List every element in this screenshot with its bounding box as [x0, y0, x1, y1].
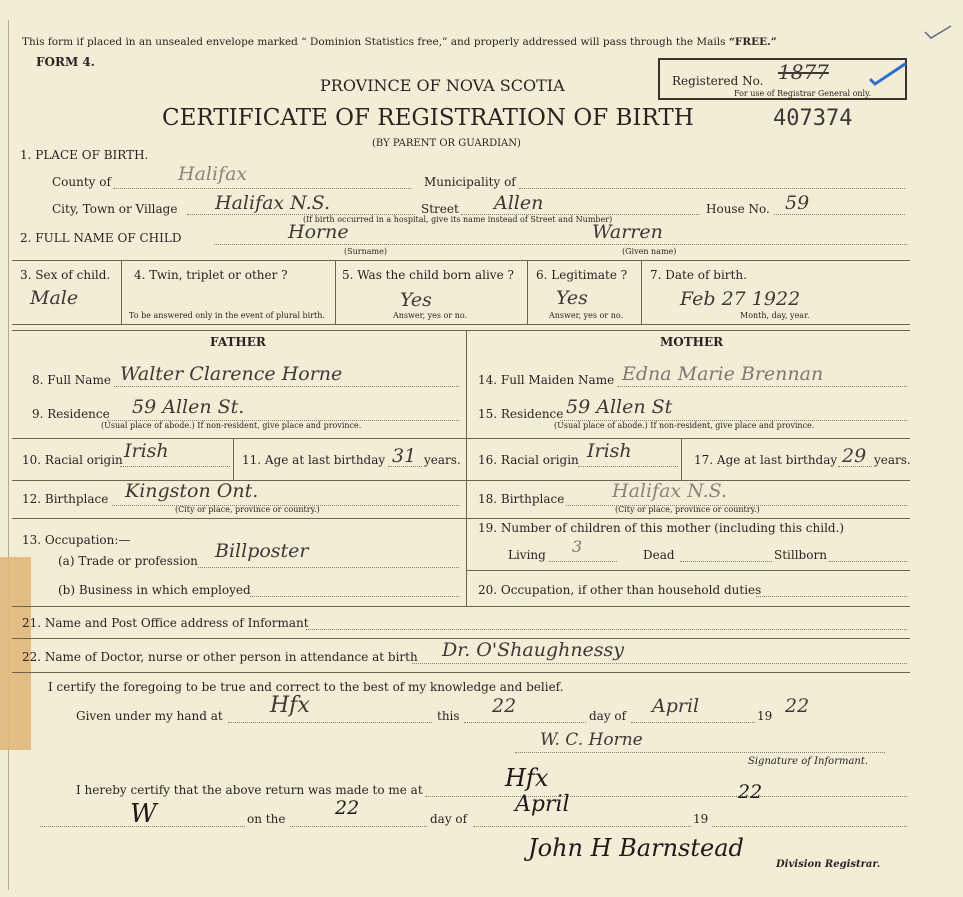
surname-caption: (Surname) [344, 247, 387, 256]
doctor-rule [12, 672, 910, 673]
father-age-label: 11. Age at last birthday [242, 453, 386, 467]
mother-rule-1 [466, 438, 910, 439]
mother-age-value: 29 [842, 445, 867, 467]
mother-birthplace-note: (City or place, province or country.) [615, 505, 760, 514]
registrar-year-prefix: 19 [693, 812, 709, 826]
father-name-label: 8. Full Name [32, 373, 111, 387]
mother-racial-label: 16. Racial origin [478, 453, 579, 467]
county-label: County of [52, 175, 111, 189]
mother-living-label: Living [508, 548, 546, 562]
mother-stillborn-line [829, 561, 907, 562]
child-surname: Horne [288, 221, 349, 243]
registrar-statement: I hereby certify that the above return was made to me at [76, 783, 423, 797]
alive-label: 5. Was the child born alive ? [342, 268, 514, 282]
mailing-notice-free: “FREE.” [728, 36, 777, 48]
given-under-label: Given under my hand at [76, 709, 223, 723]
registrar-year-value: 22 [738, 781, 763, 803]
day-line [464, 722, 586, 723]
child-name-label: 2. FULL NAME OF CHILD [20, 231, 182, 245]
mother-heading: MOTHER [660, 335, 724, 349]
mother-age-divider [681, 438, 682, 480]
municipality-label: Municipality of [424, 175, 516, 189]
city-value: Halifax N.S. [215, 192, 330, 214]
row3-divider-1 [121, 260, 122, 324]
registrar-day-value: 22 [335, 797, 360, 819]
mother-children-label: 19. Number of children of this mother (including this child.) [478, 521, 845, 535]
mother-name-label: 14. Full Maiden Name [478, 373, 615, 387]
father-years-label: years. [424, 453, 461, 467]
given-place-line [228, 722, 432, 723]
birth-date-note: Month, day, year. [740, 311, 810, 320]
registrar-day-of-label: day of [430, 812, 468, 826]
house-label: House No. [706, 202, 770, 216]
street-label: Street [421, 202, 459, 216]
informant-signature-line [515, 752, 885, 753]
certificate-subtitle: (BY PARENT OR GUARDIAN) [372, 138, 521, 149]
father-age-divider [233, 438, 234, 480]
mother-birthplace-value: Halifax N.S. [612, 480, 727, 502]
father-name-line [114, 386, 459, 387]
mother-name-value: Edna Marie Brennan [622, 363, 824, 385]
mother-residence-note: (Usual place of abode.) If non-resident, give place and province. [554, 421, 815, 430]
county-value: Halifax [178, 163, 248, 185]
on-the-label: on the [247, 812, 286, 826]
birth-date-value: Feb 27 1922 [680, 288, 801, 310]
mother-name-line [617, 386, 907, 387]
page-edge [8, 20, 9, 890]
year-value: 22 [785, 695, 810, 717]
house-line [774, 214, 905, 215]
mother-dead-label: Dead [643, 548, 675, 562]
row3-divider-3 [527, 260, 528, 324]
row3-bottom-rule [12, 324, 910, 325]
parents-bottom-rule [12, 606, 910, 607]
registrar-place-value: Hfx [505, 764, 549, 792]
registered-label: Registered No. [672, 74, 764, 88]
mother-rule-4 [466, 570, 910, 571]
father-heading: FATHER [210, 335, 266, 349]
registrar-signature-caption: Division Registrar. [776, 859, 881, 870]
mother-birthplace-label: 18. Birthplace [478, 492, 565, 506]
father-trade-value: Billposter [215, 540, 309, 562]
mother-racial-line [578, 466, 678, 467]
day-of-label: day of [589, 709, 627, 723]
child-given-name: Warren [592, 221, 663, 243]
informant-signature: W. C. Horne [540, 730, 643, 750]
mother-occupation-label: 20. Occupation, if other than household duties [478, 583, 762, 597]
registrar-place-line [425, 796, 907, 797]
father-trade-label: (a) Trade or profession [58, 554, 198, 568]
legitimate-note: Answer, yes or no. [549, 311, 624, 320]
mother-dead-line [680, 561, 772, 562]
form-number: FORM 4. [36, 55, 95, 69]
municipality-line [519, 188, 905, 189]
informant-label: 21. Name and Post Office address of Informant [22, 616, 309, 630]
month-line [631, 722, 755, 723]
registrar-number-line [40, 826, 245, 827]
mother-residence-value: 59 Allen St [566, 396, 673, 418]
certify-statement: I certify the foregoing to be true and correct to the best of my knowledge and belief. [48, 680, 564, 694]
certificate-number: 407374 [773, 106, 853, 131]
father-rule-3 [12, 518, 466, 519]
father-residence-label: 9. Residence [32, 407, 110, 421]
day-value: 22 [492, 695, 517, 717]
informant-line [306, 629, 907, 630]
row3-top-rule [12, 260, 910, 261]
father-business-label: (b) Business in which employed [58, 583, 251, 597]
father-birthplace-label: 12. Birthplace [22, 492, 109, 506]
doctor-label: 22. Name of Doctor, nurse or other person in attendance at birth [22, 650, 418, 664]
alive-note: Answer, yes or no. [393, 311, 468, 320]
year-prefix: 19 [757, 709, 773, 723]
given-place-value: Hfx [270, 693, 310, 718]
mailing-notice-text: This form if placed in an unsealed envelope marked “ Dominion Statistics free,” and properly addressed will pass through the Mails [22, 36, 726, 48]
sex-label: 3. Sex of child. [20, 268, 111, 282]
corner-check-icon [923, 22, 953, 42]
legitimate-label: 6. Legitimate ? [536, 268, 628, 282]
place-heading: 1. PLACE OF BIRTH. [20, 148, 149, 162]
father-name-value: Walter Clarence Horne [120, 363, 343, 385]
province-heading: PROVINCE OF NOVA SCOTIA [320, 76, 565, 95]
mother-living-value: 3 [572, 537, 583, 556]
father-racial-label: 10. Racial origin [22, 453, 123, 467]
street-value: Allen [494, 192, 544, 214]
doctor-line [412, 663, 907, 664]
mother-residence-label: 15. Residence [478, 407, 564, 421]
registrar-day-line [290, 826, 427, 827]
father-rule-1 [12, 438, 466, 439]
doctor-value: Dr. O'Shaughnessy [442, 639, 625, 661]
blue-check-icon [869, 60, 907, 86]
registered-value: 1877 [778, 60, 829, 84]
informant-signature-caption: Signature of Informant. [748, 756, 869, 767]
father-trade-line [198, 567, 459, 568]
mother-rule-3 [466, 518, 910, 519]
father-occupation-label: 13. Occupation:— [22, 533, 131, 547]
father-racial-value: Irish [124, 440, 169, 462]
father-racial-line [120, 466, 230, 467]
registrar-year-line [712, 826, 907, 827]
mother-years-label: years. [874, 453, 911, 467]
father-birthplace-note: (City or place, province or country.) [175, 505, 320, 514]
twin-label: 4. Twin, triplet or other ? [134, 268, 288, 282]
registrar-signature: John H Barnstead [528, 834, 744, 862]
registered-note: For use of Registrar General only. [734, 89, 872, 98]
county-line [113, 188, 411, 189]
registrar-month-line [473, 826, 691, 827]
hospital-note: (If birth occurred in a hospital, give its name instead of Street and Number) [303, 215, 613, 224]
registrar-month-value: April [515, 792, 570, 817]
house-value: 59 [785, 192, 810, 214]
mother-age-label: 17. Age at last birthday [694, 453, 838, 467]
father-business-line [250, 596, 459, 597]
registrar-number-value: W [130, 799, 157, 829]
this-label: this [437, 709, 460, 723]
child-name-line [214, 244, 907, 245]
alive-value: Yes [400, 289, 432, 311]
mother-racial-value: Irish [587, 440, 632, 462]
mother-occupation-line [756, 596, 907, 597]
mailing-notice [22, 35, 777, 49]
birth-date-label: 7. Date of birth. [650, 268, 747, 282]
month-value: April [652, 695, 700, 717]
given-name-caption: (Given name) [622, 247, 677, 256]
father-residence-value: 59 Allen St. [132, 396, 245, 418]
parents-divider [466, 330, 467, 606]
father-residence-note: (Usual place of abode.) If non-resident, give place and province. [101, 421, 362, 430]
parents-top-rule [12, 330, 910, 331]
father-birthplace-value: Kingston Ont. [125, 480, 259, 502]
legitimate-value: Yes [556, 287, 588, 309]
sex-value: Male [30, 287, 79, 309]
father-age-value: 31 [392, 445, 417, 467]
certificate-title: CERTIFICATE OF REGISTRATION OF BIRTH [162, 105, 694, 131]
city-label: City, Town or Village [52, 202, 178, 216]
mother-living-line [549, 561, 617, 562]
row3-divider-4 [641, 260, 642, 324]
row3-divider-2 [335, 260, 336, 324]
mother-stillborn-label: Stillborn [774, 548, 827, 562]
twin-note: To be answered only in the event of plural birth. [129, 311, 325, 320]
